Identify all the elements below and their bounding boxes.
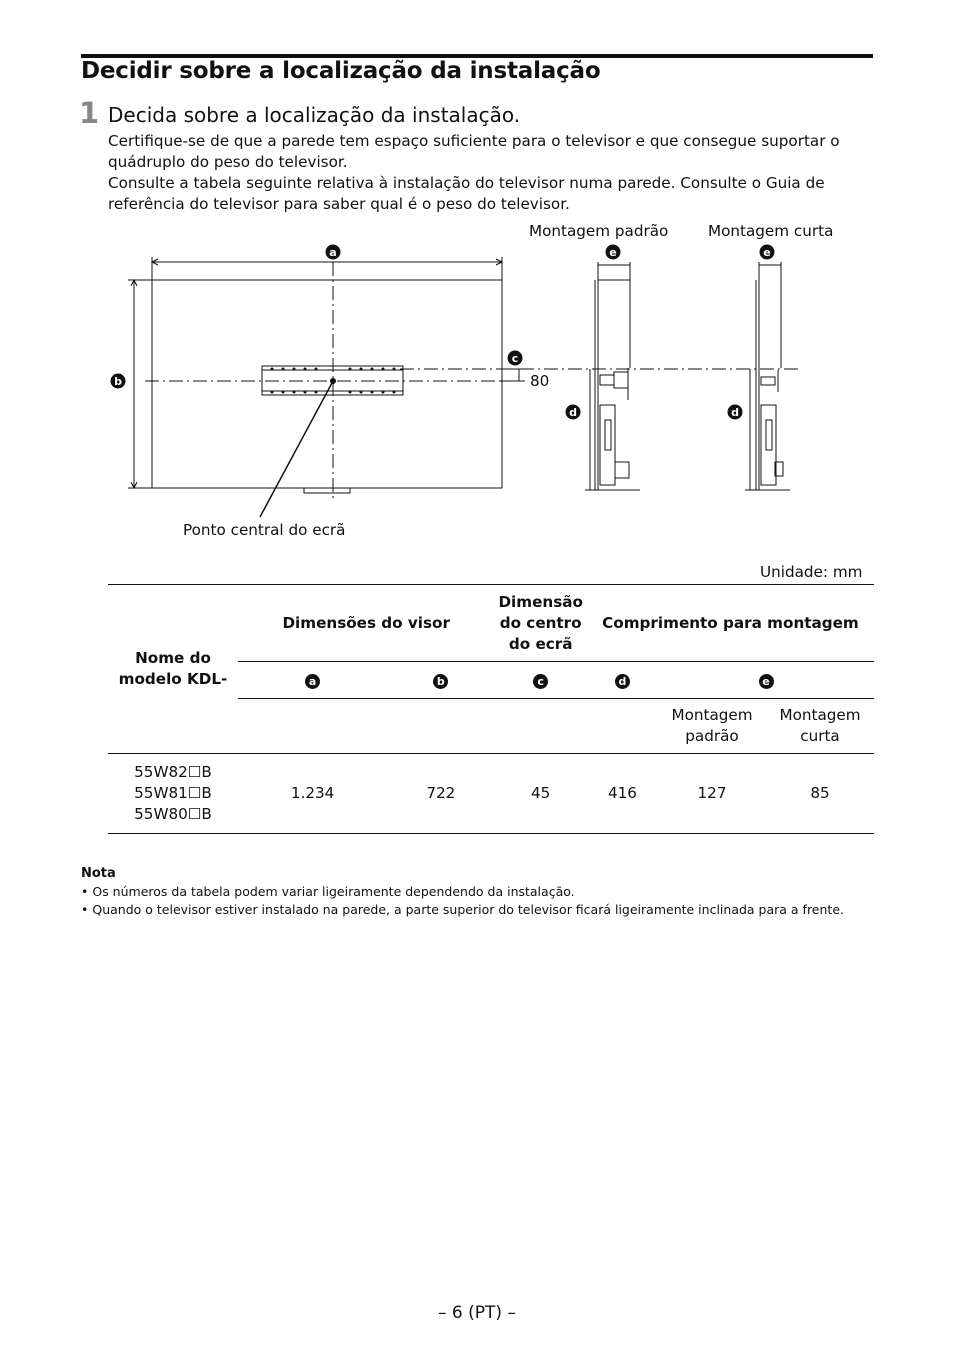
- step-paragraph-1: Certifique-se de que a parede tem espaço suficiente para o televisor e que consegue suportar o quádruplo do peso do televisor.: [108, 132, 840, 171]
- sub-header-short: Montagem curta: [766, 699, 874, 754]
- cell-d: 416: [607, 784, 637, 802]
- model-3: 55W80☐B: [134, 805, 212, 823]
- cell-e-standard: 127: [697, 784, 727, 802]
- page-number: – 6 (PT) –: [438, 1303, 516, 1323]
- tv-front-outline: [152, 280, 502, 488]
- cell-e-short: 85: [810, 784, 830, 802]
- table-row: [108, 754, 874, 834]
- marker-b: b: [114, 375, 122, 388]
- marker-c: c: [511, 352, 519, 365]
- note-item: • Os números da tabela podem variar ligeiramente dependendo da instalação.: [81, 884, 575, 899]
- cell-models: [108, 754, 238, 834]
- note-item: • Quando o televisor estiver instalado na parede, a parte superior do televisor ficará ligeiramente inclinada para a frente.: [81, 902, 844, 917]
- marker-d-short: d: [731, 406, 739, 419]
- sub-header-standard: Montagem padrão: [658, 699, 766, 754]
- marker-d-standard: d: [569, 406, 577, 419]
- tv-stand-stub: [304, 488, 350, 493]
- cell-a: 1.234: [290, 784, 335, 802]
- dimension-80: 80: [530, 372, 550, 390]
- model-2: 55W81☐B: [134, 784, 212, 802]
- wall-mount-diagram: [0, 0, 954, 560]
- step-number: 1: [79, 96, 100, 130]
- marker-a: a: [329, 246, 337, 259]
- marker-e-standard: e: [609, 246, 617, 259]
- notes-section: [81, 865, 881, 919]
- model-1: 55W82☐B: [134, 763, 212, 781]
- header-mount-length: Comprimento para montagem: [587, 585, 874, 662]
- page-heading: Decidir sobre a localização da instalação: [81, 58, 601, 84]
- table-marker-e: e: [759, 674, 774, 689]
- label-standard-mount: Montagem padrão: [529, 222, 669, 240]
- table-marker-d: d: [615, 674, 630, 689]
- step-title: Decida sobre a localização da instalação.: [108, 103, 521, 127]
- table-marker-c: c: [533, 674, 548, 689]
- step-paragraph-2: Consulte a tabela seguinte relativa à instalação do televisor numa parede. Consulte o Guia de referência do televisor para saber qual é o peso do televisor.: [108, 174, 825, 213]
- label-screen-center: Ponto central do ecrã: [183, 521, 346, 539]
- cell-b: 722: [426, 784, 456, 802]
- table-marker-a: a: [305, 674, 320, 689]
- marker-e-short: e: [763, 246, 771, 259]
- notes-title: Nota: [81, 866, 116, 881]
- header-center-dimension: Dimensão do centro do ecrã: [494, 585, 586, 662]
- header-model: Nome do modelo KDL-: [108, 585, 238, 754]
- header-display-dimensions: Dimensões do visor: [238, 585, 494, 662]
- dimensions-table: [108, 584, 874, 834]
- table-marker-b: b: [433, 674, 448, 689]
- label-short-mount: Montagem curta: [708, 222, 834, 240]
- unit-label: Unidade: mm: [760, 563, 863, 581]
- cell-c: 45: [531, 784, 551, 802]
